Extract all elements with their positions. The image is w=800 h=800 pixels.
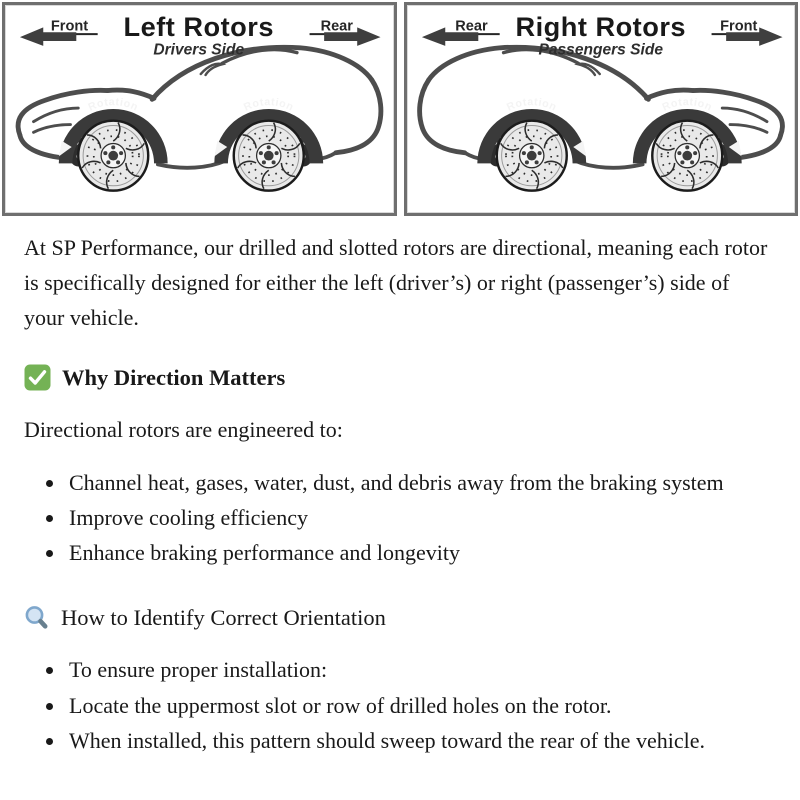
rear-direction-label: Rear — [320, 18, 353, 35]
magnifying-glass-emoji — [24, 605, 50, 632]
rotation-label: Rotation — [86, 96, 141, 114]
article — [0, 216, 800, 782]
car-side-view-right-facing — [419, 47, 782, 190]
list-item: • Enhance braking performance and longevity — [66, 535, 770, 570]
list-item: • To ensure proper installation: — [66, 652, 770, 687]
left-rotors-panel — [2, 2, 397, 216]
car-side-view-left-facing — [18, 47, 381, 190]
rotation-label: Rotation — [659, 96, 714, 114]
panel-subtitle: Drivers Side — [153, 41, 245, 59]
front-direction-label: Front — [719, 18, 757, 35]
heading-text: How to Identify Correct Orientation — [61, 605, 386, 631]
lead-paragraph: Directional rotors are engineered to: — [24, 416, 343, 442]
rotor-direction-diagram — [0, 0, 800, 216]
panel-title: Right Rotors — [514, 11, 686, 43]
orientation-list — [24, 652, 770, 758]
section-heading-how-to-identify — [24, 600, 770, 636]
check-mark-emoji — [24, 364, 51, 391]
panel-title: Left Rotors — [123, 11, 274, 43]
rear-direction-label: Rear — [454, 18, 488, 35]
rotation-label: Rotation — [504, 96, 559, 114]
list-item: • Channel heat, gases, water, dust, and debris away from the braking system — [66, 465, 770, 500]
front-direction-label: Front — [50, 18, 89, 35]
intro-paragraph: At SP Performance, our drilled and slotted rotors are directional, meaning each rotor is specifically designed for either the left (driver’s) or right (passenger’s) side of your vehicle. — [24, 235, 768, 331]
right-rotors-panel — [404, 2, 799, 216]
left-rotors-illustration — [5, 5, 394, 213]
list-item: • When installed, this pattern should sweep toward the rear of the vehicle. — [66, 723, 770, 758]
list-item: • Improve cooling efficiency — [66, 500, 770, 535]
panel-subtitle: Passengers Side — [538, 41, 663, 59]
section-heading-why-direction-matters — [24, 360, 770, 396]
heading-text: Why Direction Matters — [62, 364, 286, 390]
right-rotors-illustration — [407, 5, 796, 213]
rotation-label: Rotation — [241, 96, 296, 114]
list-item: • Locate the uppermost slot or row of drilled holes on the rotor. — [66, 688, 770, 723]
benefits-list — [24, 465, 770, 571]
